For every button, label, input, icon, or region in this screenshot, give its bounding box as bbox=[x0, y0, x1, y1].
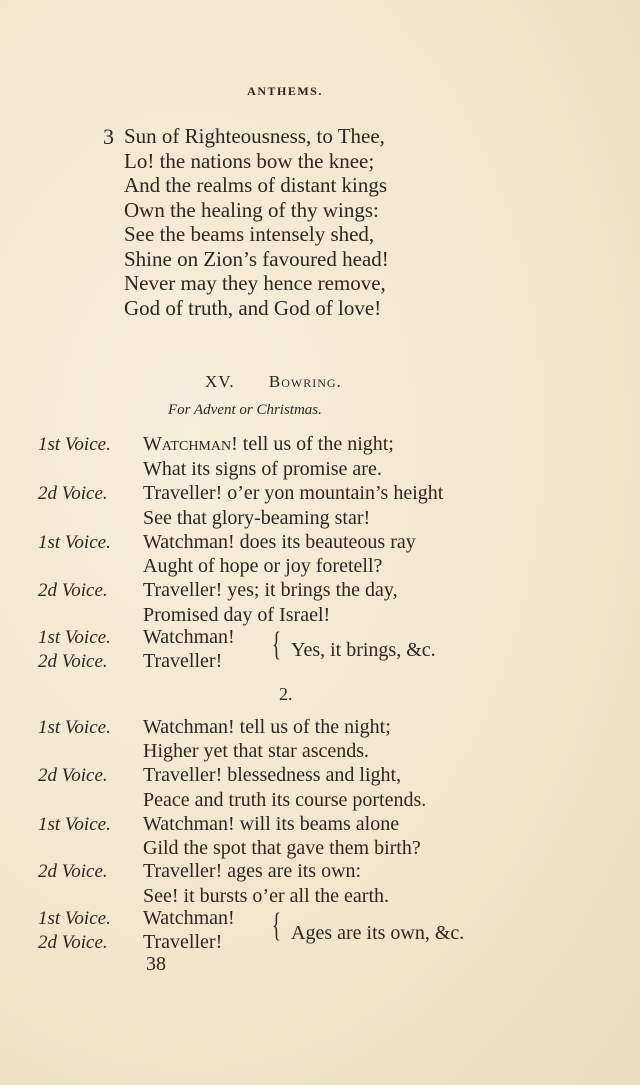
speaker-label: 2d Voice. bbox=[38, 932, 108, 953]
speaker-label: 1st Voice. bbox=[38, 717, 111, 738]
refrain-call: Watchman! bbox=[143, 907, 235, 929]
verse-line: Shine on Zion’s favoured head! bbox=[124, 247, 389, 271]
running-header: ANTHEMS. bbox=[247, 84, 323, 98]
stanza-number: 2. bbox=[279, 684, 293, 704]
speaker-label: 2d Voice. bbox=[38, 651, 108, 672]
verse-line: Lo! the nations bow the knee; bbox=[124, 149, 375, 173]
speaker-label: 1st Voice. bbox=[38, 908, 111, 929]
hymn-line: Traveller! o’er yon mountain’s height bbox=[143, 482, 444, 504]
speaker-label: 1st Voice. bbox=[38, 627, 111, 648]
speaker-label: 2d Voice. bbox=[38, 765, 108, 786]
page-number: 38 bbox=[146, 953, 166, 975]
verse-line: Own the healing of thy wings: bbox=[124, 198, 379, 222]
hymn-line: Aught of hope or joy foretell? bbox=[143, 555, 383, 577]
hymn-number: XV. bbox=[205, 372, 235, 391]
small-caps-word: Watchman bbox=[143, 433, 232, 455]
verse-line: Never may they hence remove, bbox=[124, 271, 386, 295]
speaker-label: 1st Voice. bbox=[38, 434, 111, 455]
speaker-label: 2d Voice. bbox=[38, 483, 108, 504]
hymn-line: What its signs of promise are. bbox=[143, 458, 382, 480]
hymn-line: See that glory-beaming star! bbox=[143, 507, 371, 529]
curly-brace-icon: { bbox=[272, 907, 281, 944]
hymn-line bbox=[143, 433, 394, 456]
speaker-label: 2d Voice. bbox=[38, 580, 108, 601]
refrain-call: Traveller! bbox=[143, 931, 223, 953]
refrain-call: Watchman! bbox=[143, 626, 235, 648]
speaker-label: 1st Voice. bbox=[38, 814, 111, 835]
speaker-label: 2d Voice. bbox=[38, 861, 108, 882]
hymn-line: Watchman! does its beauteous ray bbox=[143, 531, 416, 553]
verse-line: And the realms of distant kings bbox=[124, 173, 388, 197]
verse-line: Sun of Righteousness, to Thee, bbox=[124, 124, 385, 148]
speaker-label: 1st Voice. bbox=[38, 532, 111, 553]
hymn-author: Bowring. bbox=[268, 372, 342, 391]
refrain-call: Traveller! bbox=[143, 650, 223, 672]
hymn-line-rest: ! tell us of the night; bbox=[231, 433, 394, 455]
refrain-response: Ages are its own, &c. bbox=[291, 922, 465, 944]
hymn-line: Traveller! yes; it brings the day, bbox=[143, 579, 398, 601]
hymn-line: See! it bursts o’er all the earth. bbox=[143, 885, 390, 907]
hymn-line: Gild the spot that gave them birth? bbox=[143, 837, 421, 859]
hymn-line: Traveller! ages are its own: bbox=[143, 860, 362, 882]
hymn-line: Watchman! will its beams alone bbox=[143, 813, 400, 835]
verse-line: God of truth, and God of love! bbox=[124, 296, 382, 320]
hymn-occasion: For Advent or Christmas. bbox=[168, 402, 322, 418]
curly-brace-icon: { bbox=[272, 626, 281, 663]
refrain-response: Yes, it brings, &c. bbox=[291, 639, 436, 661]
hymn-line: Higher yet that star ascends. bbox=[143, 740, 370, 762]
hymn-line: Promised day of Israel! bbox=[143, 604, 331, 626]
hymn-line: Peace and truth its course portends. bbox=[143, 789, 427, 811]
hymn-line: Traveller! blessedness and light, bbox=[143, 764, 402, 786]
hymn-line: Watchman! tell us of the night; bbox=[143, 716, 391, 738]
verse-number: 3 bbox=[103, 124, 114, 149]
verse-line: See the beams intensely shed, bbox=[124, 222, 375, 246]
hymn-heading bbox=[205, 372, 342, 392]
